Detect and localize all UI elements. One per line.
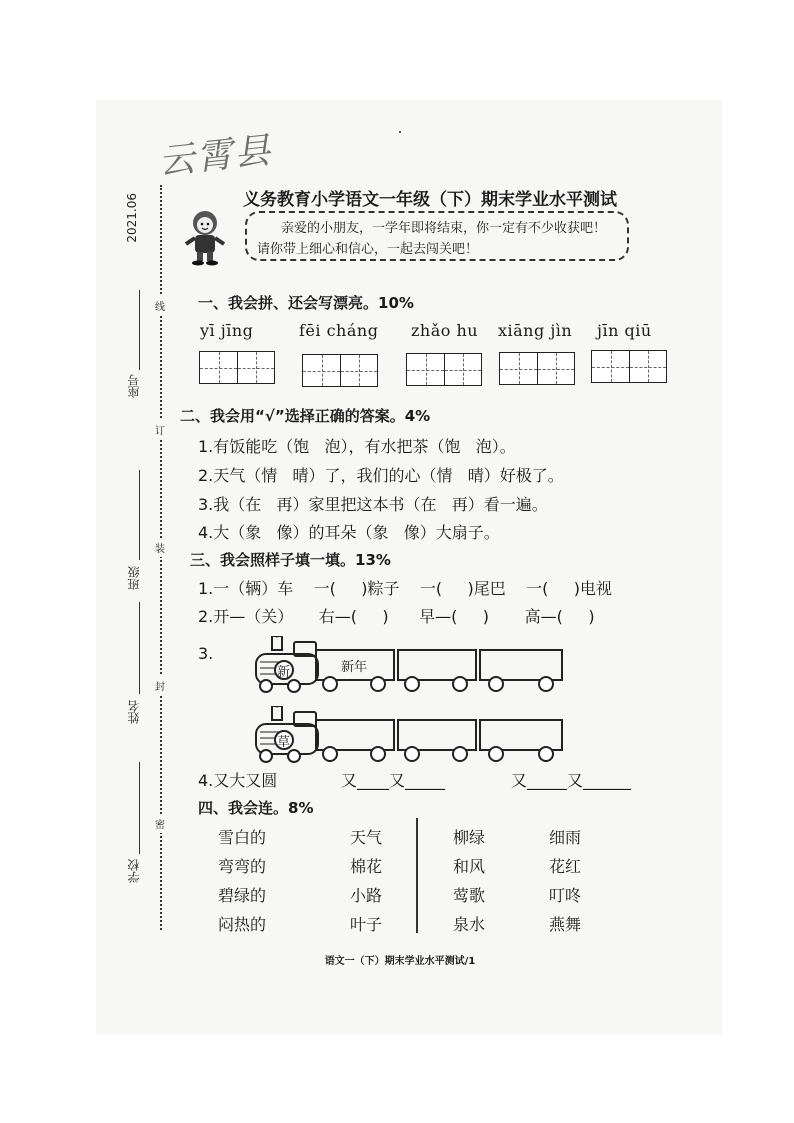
- writing-grid-3[interactable]: [406, 353, 482, 386]
- class-line: [139, 470, 140, 560]
- question-2-3: 3.我（在 再）家里把这本书（在 再）看一遍。: [198, 495, 548, 514]
- question-3-4-example: 4.又大又圆: [198, 771, 278, 790]
- pinyin-4: xiāng jìn: [498, 321, 573, 340]
- seat-number-line: [139, 290, 140, 370]
- bind-mark-mi: 密: [151, 814, 169, 833]
- class-label: 班级: [127, 566, 141, 590]
- pinyin-3: zhǎo hu: [411, 321, 479, 340]
- name-label: 姓名: [127, 700, 141, 724]
- bind-mark-feng: 封: [151, 676, 169, 695]
- match-left-a-3: 碧绿的: [218, 886, 267, 905]
- writing-grid-1[interactable]: [199, 351, 275, 384]
- match-right-b-1: 细雨: [549, 828, 582, 847]
- question-2-2: 2.天气（情 晴）了，我们的心（情 晴）好极了。: [198, 466, 564, 485]
- bind-mark-xian: 线: [151, 296, 169, 315]
- greeting-bubble: [245, 211, 629, 261]
- match-divider: [416, 818, 418, 933]
- match-left-b-3: 小路: [350, 886, 383, 905]
- section-4-heading: 四、我会连。8%: [198, 799, 314, 817]
- question-3-3-label: 3.: [198, 644, 214, 663]
- cartoon-child-icon: [182, 208, 228, 266]
- match-left-a-4: 闷热的: [218, 915, 267, 934]
- question-3-1: 1.一（辆）车 一( )粽子 一( )尾巴 一( )电视: [198, 579, 613, 598]
- page-footer: 语文一（下）期末学业水平测试/1: [324, 956, 476, 967]
- question-2-4: 4.大（象 像）的耳朵（象 像）大扇子。: [198, 523, 500, 542]
- question-3-4-blank-2: 又_____又______: [511, 771, 632, 790]
- writing-grid-2[interactable]: [302, 354, 378, 387]
- writing-grid-5[interactable]: [591, 350, 667, 383]
- match-left-b-2: 棉花: [350, 857, 383, 876]
- pinyin-1: yī jīng: [200, 321, 254, 340]
- pinyin-2: fēi cháng: [299, 321, 379, 340]
- question-3-2: 2.开—（关） 右—( ) 早—( ) 高—( ): [198, 607, 595, 626]
- school-line: [139, 762, 140, 854]
- name-line: [139, 602, 140, 694]
- match-right-a-4: 泉水: [453, 915, 486, 934]
- match-left-a-1: 雪白的: [218, 828, 267, 847]
- question-3-4-blank-1: 又____又_____: [341, 771, 446, 790]
- match-right-b-2: 花红: [549, 857, 582, 876]
- exam-title: 义务教育小学语文一年级（下）期末学业水平测试: [243, 190, 617, 210]
- match-left-b-1: 天气: [350, 828, 383, 847]
- bind-mark-zhuang: 装: [151, 538, 169, 557]
- handwritten-county: 云霄县: [156, 130, 275, 183]
- match-left-b-4: 叶子: [350, 915, 383, 934]
- exam-date: 2021.06: [125, 193, 139, 243]
- section-1-heading: 一、我会拼、还会写漂亮。10%: [198, 294, 414, 312]
- train-2: [250, 706, 570, 766]
- bind-mark-ding: 订: [151, 420, 169, 439]
- match-left-a-2: 弯弯的: [218, 857, 267, 876]
- match-right-a-3: 莺歌: [453, 886, 486, 905]
- school-label: 学校: [127, 859, 141, 883]
- train-1-engine-char: 新: [277, 665, 291, 680]
- pinyin-5: jīn qiū: [597, 321, 652, 340]
- writing-grid-4[interactable]: [499, 352, 575, 385]
- match-right-b-4: 燕舞: [549, 915, 582, 934]
- section-2-heading: 二、我会用“√”选择正确的答案。4%: [180, 407, 431, 425]
- match-right-b-3: 叮咚: [549, 886, 582, 905]
- greeting-line-1: 亲爱的小朋友，一学年即将结束，你一定有不少收获吧！: [281, 221, 607, 236]
- seat-number-label: 座号: [127, 374, 141, 398]
- match-right-a-2: 和风: [453, 857, 486, 876]
- question-2-1: 1.有饭能吃（饱 泡），有水把茶（饱 泡）。: [198, 437, 516, 456]
- greeting-line-2: 请你带上细心和信心，一起去闯关吧！: [257, 242, 479, 257]
- train-1-car-1-text: 新年: [341, 660, 368, 675]
- speck: [399, 131, 401, 133]
- match-right-a-1: 柳绿: [453, 828, 486, 847]
- train-2-engine-char: 草: [277, 735, 291, 750]
- section-3-heading: 三、我会照样子填一填。13%: [190, 551, 391, 569]
- train-1: [250, 636, 570, 696]
